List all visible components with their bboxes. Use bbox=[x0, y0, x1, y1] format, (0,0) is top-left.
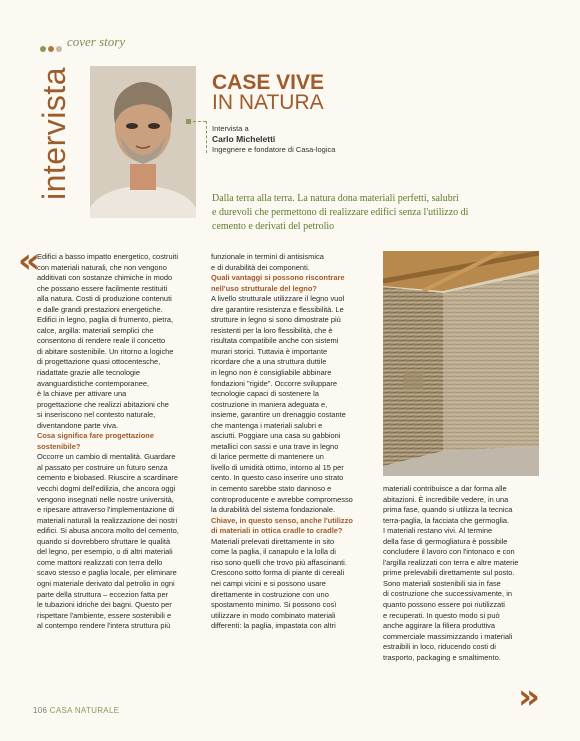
lead-line: e durevoli che permettono di realizzare edifici senza l'utilizzo di bbox=[212, 207, 469, 218]
body-line: parte della struttura – eccezion fatta per bbox=[37, 589, 169, 599]
body-line: tecnologie capaci di sostenere la bbox=[211, 389, 319, 399]
question-line: nell'uso strutturale del legno? bbox=[211, 283, 317, 293]
body-line: risultata compatibile anche con sistemi bbox=[211, 336, 339, 346]
body-line: e ripesare attraverso l'implementazione di bbox=[37, 505, 175, 515]
body-line: si inseriscono nel contesto naturale, bbox=[37, 410, 156, 420]
portrait-illustration bbox=[90, 66, 196, 218]
question-line: sostenibile? bbox=[37, 441, 81, 451]
interviewee-role: Ingegnere e fondatore di Casa-logica bbox=[212, 145, 336, 154]
magazine-name: CASA NATURALE bbox=[49, 706, 120, 715]
body-line: che mantenga i materiali salubri e bbox=[211, 420, 323, 430]
body-line: riadattate grazie alle tecnologie bbox=[37, 368, 140, 378]
body-line: murari storici. Tuttavia è importante bbox=[211, 346, 328, 356]
dot-brown bbox=[48, 46, 54, 52]
body-line: livello di umidità ottimo, intorno al 15 per bbox=[211, 462, 344, 472]
body-line: alla natura. Costi di produzione contenuti bbox=[37, 294, 172, 304]
body-line: come la paglia, il canapulo e la lolla di bbox=[211, 547, 336, 557]
body-line: Occorre un cambio di mentalità. Guardare bbox=[37, 452, 176, 462]
interview-credit bbox=[212, 124, 335, 155]
dot-beige bbox=[56, 46, 62, 52]
body-line: l'argilla realizzati con terra e altre materie bbox=[383, 557, 519, 567]
body-line: abitazioni. È incredibile vedere, in una bbox=[383, 494, 509, 504]
body-line: I materiali restano vivi. Al termine bbox=[383, 526, 493, 536]
straw-house-interior-photo bbox=[383, 251, 539, 476]
body-line: vengono insegnati nelle nostre università, bbox=[37, 494, 174, 504]
body-line: riso sono quelli che trovo più affascinanti. bbox=[211, 557, 347, 567]
question-line: Cosa significa fare progettazione bbox=[37, 431, 154, 441]
body-line: del legno, per esempio, o di altri materiali bbox=[37, 547, 173, 557]
body-line: e di durabilità dei componenti. bbox=[211, 262, 310, 272]
body-line: insieme, garantire un drenaggio costante bbox=[211, 410, 346, 420]
close-quote-icon: » bbox=[518, 677, 540, 717]
body-line: quando si dovrebbero sfruttare le qualità bbox=[37, 536, 171, 546]
body-line: cento. In questo caso inserire uno strato bbox=[211, 473, 344, 483]
vertical-section-title: intervista bbox=[36, 66, 72, 200]
section-dots bbox=[40, 39, 64, 57]
body-line: scavo stesso e paglia locale, per eliminare bbox=[37, 568, 177, 578]
body-line: Edifici a basso impatto energetico, costruiti bbox=[37, 252, 178, 261]
body-line: trasporto, packaging e smaltimento. bbox=[383, 652, 501, 662]
body-line: estraibili in loco, riducendo costi di bbox=[383, 642, 496, 652]
article-title-line2: IN NATURA bbox=[212, 91, 324, 114]
body-line: costruzione in maniera adeguata e, bbox=[211, 399, 328, 409]
body-line: differenti: la paglia, impastata con altri bbox=[211, 621, 336, 631]
body-line: della fase di germogliatura è possibile bbox=[383, 536, 508, 546]
dot-green bbox=[40, 46, 46, 52]
body-line: commerciale massimizzando i materiali bbox=[383, 631, 513, 641]
body-line: resistenti per la loro flessibilità, che è bbox=[211, 325, 333, 335]
open-quote-icon: « bbox=[18, 241, 40, 281]
body-line: di larice permette di mantenere un bbox=[211, 452, 324, 462]
body-line: ogni materiale derivato dal petrolio in ogni bbox=[37, 578, 175, 588]
body-line: direttamente in costruzione con uno bbox=[211, 589, 329, 599]
page-footer bbox=[33, 706, 119, 715]
body-column-3 bbox=[383, 484, 548, 663]
body-line: Edifici in legno, paglia di frumento, pietra, bbox=[37, 315, 174, 325]
body-line: con materiali naturali, che non vengono bbox=[37, 262, 167, 272]
body-line: ricordare che a una struttura duttile bbox=[211, 357, 327, 367]
interior-illustration bbox=[383, 251, 539, 476]
connector-vertical-line bbox=[206, 121, 207, 153]
body-line: la durabilità del sistema fondazionale. bbox=[211, 505, 336, 515]
article-title-line1: CASE VIVE bbox=[212, 71, 325, 94]
body-line: progettazione che realizzi abitazioni che bbox=[37, 399, 169, 409]
body-line: vecchi dogmi dell'edilizia, che ancora oggi bbox=[37, 484, 176, 494]
body-line: è la chiave per attivare una bbox=[37, 389, 127, 399]
body-line: Materiali prelevati direttamente in sito bbox=[211, 536, 335, 546]
body-line: al passato per costruire un futuro senza bbox=[37, 462, 168, 472]
body-line: dire garantire resistenza e flessibilità. Le bbox=[211, 304, 344, 314]
body-line: cemento e biobased. Riuscire a scardinare bbox=[37, 473, 178, 483]
body-line: materiali contribuisce a dar forma alle bbox=[383, 484, 507, 493]
body-line: utilizzare in modo combinato materiali bbox=[211, 610, 336, 620]
body-line: asciutti. Poggiare una casa su gabbioni bbox=[211, 431, 341, 441]
connector-dot bbox=[186, 119, 191, 124]
page-number: 106 bbox=[33, 706, 48, 715]
body-line: in legno non è consigliabile abbinare bbox=[211, 368, 332, 378]
body-line: strutture in legno si sono dimostrate più bbox=[211, 315, 341, 325]
body-line: prima fase, quando si utilizza la tecnica bbox=[383, 505, 513, 515]
body-line: in cemento sarebbe stato dannoso e bbox=[211, 484, 332, 494]
body-line: le tubazioni idriche dei bagni. Questo per bbox=[37, 600, 172, 610]
interviewee-name: Carlo Micheletti bbox=[212, 134, 276, 144]
body-line: quanto possono essere poi riutilizzati bbox=[383, 600, 505, 610]
body-line: come mattoni realizzati con terra dello bbox=[37, 557, 163, 567]
body-line: Crescono sotto forma di piante di cereali bbox=[211, 568, 345, 578]
body-line: prime prelevabili direttamente sul posto. bbox=[383, 568, 515, 578]
body-line: diventandone parte viva. bbox=[37, 420, 119, 430]
interviewee-portrait bbox=[90, 66, 196, 218]
body-line: e recuperati. In questo modo si può bbox=[383, 610, 500, 620]
body-line: controproducente e avrebbe compromesso bbox=[211, 494, 353, 504]
question-line: di materiali in ottica cradle to cradle? bbox=[211, 526, 343, 536]
body-line: avanguardistiche contemporanee, bbox=[37, 378, 150, 388]
body-line: che possano essere facilmente restituiti bbox=[37, 283, 168, 293]
body-line: nei campi vicini e si possono usare bbox=[211, 578, 326, 588]
lead-line: Dalla terra alla terra. La natura dona materiali perfetti, salubri bbox=[212, 193, 459, 204]
body-line: rispettare l'ambiente, essere sostenibili e bbox=[37, 610, 172, 620]
body-column-2 bbox=[211, 252, 378, 632]
body-line: spostamento minimo. Si possono così bbox=[211, 600, 337, 610]
body-line: edifici. Si abusa ancora molto del cemento, bbox=[37, 526, 179, 536]
body-line: Sono materiali sostenibili sia in fase bbox=[383, 578, 501, 588]
body-line: materiali naturali la realizzazione dei nostri bbox=[37, 515, 178, 525]
body-line: metallici con sassi e una trave in legno bbox=[211, 441, 339, 451]
body-line: anche aggirare la filiera produttiva bbox=[383, 621, 496, 631]
lead-line: cemento e derivati del petrolio bbox=[212, 221, 335, 232]
question-line: Quali vantaggi si possono riscontrare bbox=[211, 273, 345, 283]
section-label: cover story bbox=[67, 34, 126, 49]
body-line: A livello strutturale utilizzare il legno vuol bbox=[211, 294, 345, 304]
body-line: di progettazione quasi ottocentesche, bbox=[37, 357, 161, 367]
body-line: calce, argilla: materiali semplici che bbox=[37, 325, 154, 335]
body-line: additivati con sostanze chimiche in modo bbox=[37, 273, 173, 283]
body-line: consentono di rendere reale il concetto bbox=[37, 336, 166, 346]
body-line: fondazioni "rigide". Occorre sviluppare bbox=[211, 378, 337, 388]
question-line: Chiave, in questo senso, anche l'utilizzo bbox=[211, 515, 353, 525]
body-line: concludere il lavoro con l'intonaco e con bbox=[383, 547, 515, 557]
body-column-1 bbox=[37, 252, 204, 632]
body-line: di abitare sostenibile. Un ritorno a logiche bbox=[37, 346, 174, 356]
article-lead bbox=[212, 192, 542, 234]
body-line: e dalle grandi prestazioni energetiche. bbox=[37, 304, 163, 314]
interview-prefix: Intervista a bbox=[212, 124, 249, 133]
body-line: terra-paglia, la facciata che germoglia. bbox=[383, 515, 510, 525]
body-line: al contempo rendere l'intera struttura più bbox=[37, 621, 171, 631]
body-line: di costruzione che successivamente, in bbox=[383, 589, 512, 599]
body-line: funzionale in termini di antisismica bbox=[211, 252, 324, 261]
